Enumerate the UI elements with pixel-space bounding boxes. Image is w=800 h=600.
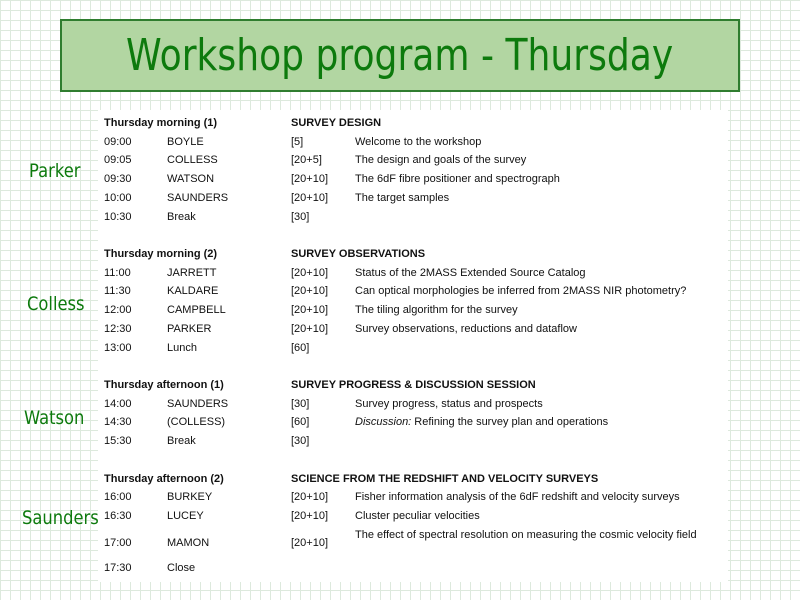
duration: [20+10] [291,173,329,185]
time: 17:00 [104,537,132,549]
duration: [20+10] [291,285,329,297]
talk-title: Fisher information analysis of the 6dF redshift and velocity surveys [355,491,680,503]
talk-title: The tiling algorithm for the survey [355,304,518,316]
discussion-label: Discussion: [355,416,412,428]
talk-title: The target samples [355,192,450,204]
time: 17:30 [104,562,132,574]
discussion-text: Refining the survey plan and operations [411,416,609,428]
speaker: BURKEY [167,491,213,503]
session-label: Thursday morning (2) [104,248,218,260]
time: 09:05 [104,154,132,166]
time: 10:00 [104,192,132,204]
speaker: WATSON [167,173,215,185]
session-topic: SURVEY OBSERVATIONS [291,248,426,260]
speaker: (COLLESS) [167,416,226,428]
time: 16:30 [104,510,132,522]
time: 13:00 [104,342,132,354]
chair-label: Saunders [22,507,99,529]
session-topic: SCIENCE FROM THE REDSHIFT AND VELOCITY SURVEYS [291,473,599,485]
duration: [60] [291,342,310,354]
talk-title [355,415,725,429]
duration: [20+10] [291,192,329,204]
talk-title: Welcome to the workshop [355,136,482,148]
time: 10:30 [104,211,132,223]
talk-title: The 6dF fibre positioner and spectrograph [355,173,560,185]
speaker: LUCEY [167,510,204,522]
chair-label: Colless [27,293,85,315]
duration: [20+10] [291,304,329,316]
time: 14:30 [104,416,132,428]
duration: [20+10] [291,323,329,335]
talk-title: Can optical morphologies be inferred from 2MASS NIR photometry? [355,285,687,297]
chair-label: Parker [29,160,81,182]
speaker: COLLESS [167,154,218,166]
speaker: CAMPBELL [167,304,226,316]
duration: [60] [291,416,310,428]
duration: [30] [291,398,310,410]
speaker: PARKER [167,323,212,335]
time: 12:00 [104,304,132,316]
talk-title: Cluster peculiar velocities [355,510,480,522]
time: 12:30 [104,323,132,335]
speaker: Break [167,211,196,223]
duration: [20+10] [291,537,329,549]
speaker: SAUNDERS [167,192,229,204]
talk-title: Status of the 2MASS Extended Source Catalog [355,267,586,279]
time: 09:00 [104,136,132,148]
duration: [30] [291,435,310,447]
speaker: Break [167,435,196,447]
session-label: Thursday morning (1) [104,117,218,129]
talk-title: The design and goals of the survey [355,154,527,166]
speaker: SAUNDERS [167,398,229,410]
speaker: JARRETT [167,267,217,279]
duration: [20+5] [291,154,322,166]
session-label: Thursday afternoon (2) [104,473,224,485]
title-banner [60,19,740,92]
time: 14:00 [104,398,132,410]
talk-title: Survey observations, reductions and dataflow [355,323,577,335]
time: 11:30 [104,285,131,297]
time: 09:30 [104,173,132,185]
talk-title: Survey progress, status and prospects [355,398,543,410]
time: 15:30 [104,435,132,447]
page-title: Workshop program - Thursday [126,30,674,81]
duration: [20+10] [291,510,329,522]
speaker: Close [167,562,196,574]
talk-title: The effect of spectral resolution on measuring the cosmic velocity field [355,529,697,541]
session-label: Thursday afternoon (1) [104,379,224,391]
time: 11:00 [104,267,131,279]
speaker: Lunch [167,342,197,354]
chair-label: Watson [24,407,85,429]
duration: [5] [291,136,304,148]
duration: [30] [291,211,310,223]
speaker: MAMON [167,537,210,549]
session-topic: SURVEY PROGRESS & DISCUSSION SESSION [291,379,536,391]
duration: [20+10] [291,491,329,503]
speaker: BOYLE [167,136,204,148]
speaker: KALDARE [167,285,219,297]
duration: [20+10] [291,267,329,279]
session-topic: SURVEY DESIGN [291,117,382,129]
time: 16:00 [104,491,132,503]
